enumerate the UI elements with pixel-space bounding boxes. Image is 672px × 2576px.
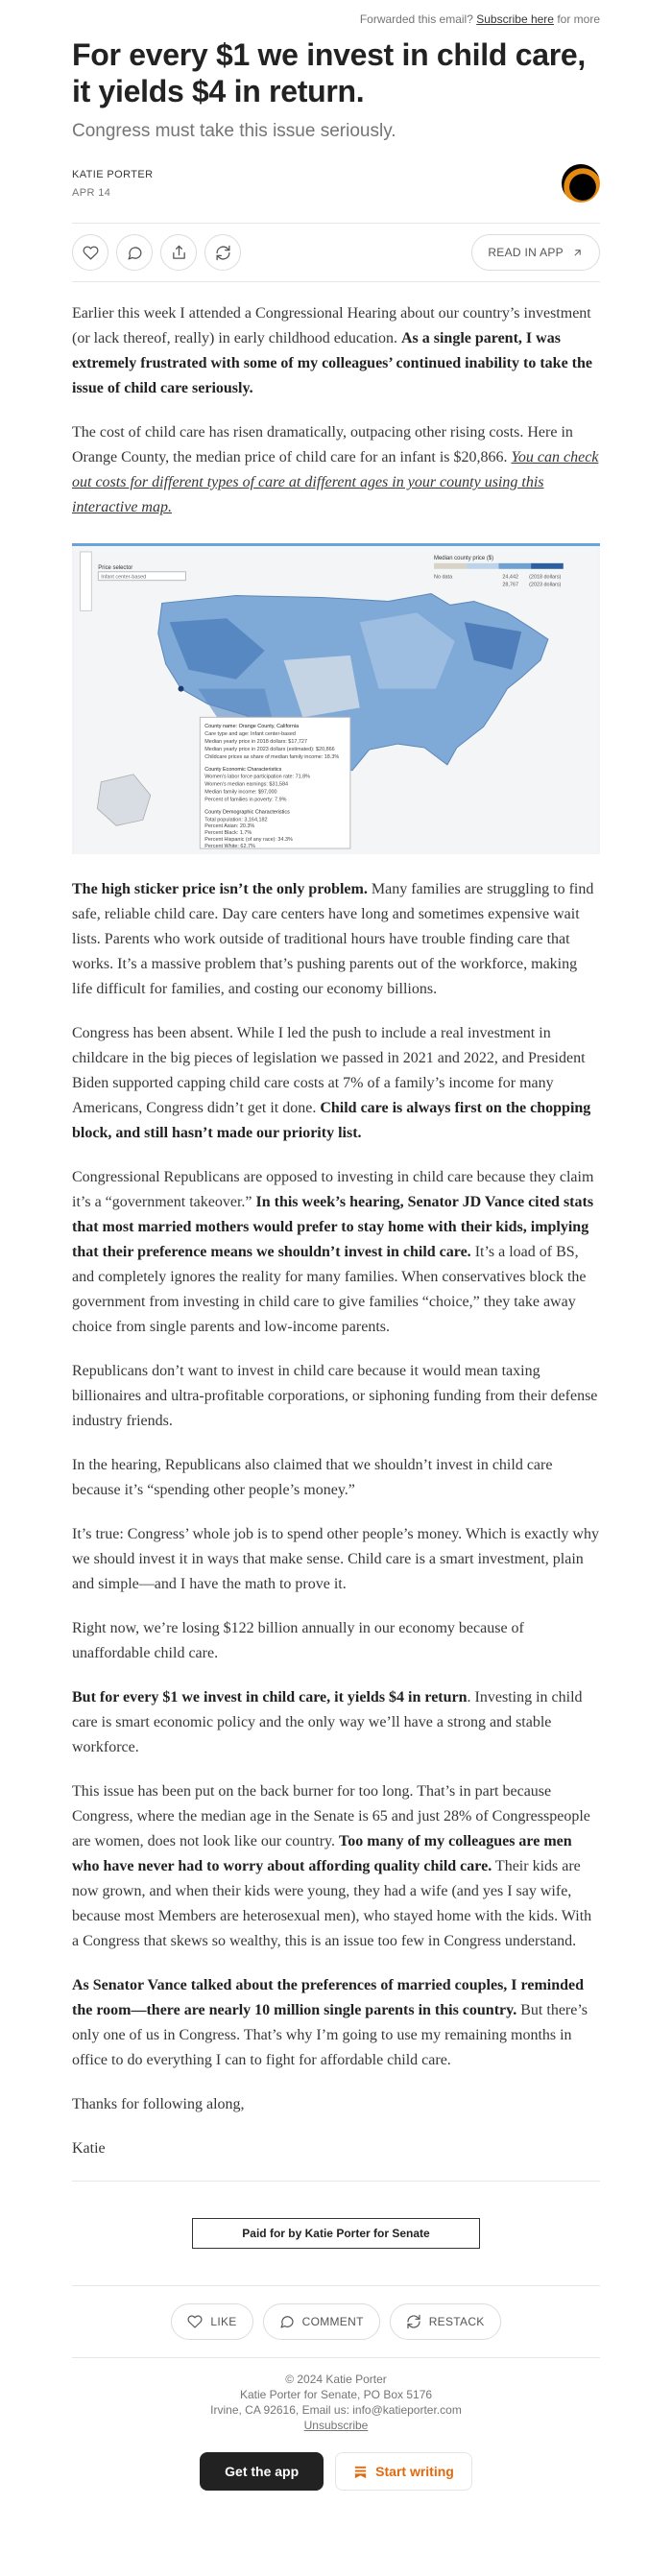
restack-button[interactable] xyxy=(204,234,241,271)
copyright: © 2024 Katie Porter xyxy=(285,2373,387,2386)
paragraph-14: Katie xyxy=(72,2140,106,2157)
start-writing-label: Start writing xyxy=(375,2464,454,2479)
p11-bold: Too many of my colleagues are men who have never had to worry about affording quality child care. xyxy=(72,1833,572,1874)
paid-by-disclaimer: Paid for by Katie Porter for Senate xyxy=(192,2218,480,2249)
p2-text: The cost of child care has risen dramatically, outpacing other rising costs. Here in Orange County, the median price of child care for an infant is $20,866. xyxy=(72,424,573,465)
price-selector-label: Price selector xyxy=(98,564,133,571)
post-date: APR 14 xyxy=(72,186,111,199)
tooltip-econ-heading: County Economic Characteristics xyxy=(204,766,282,773)
interactive-map-link[interactable]: You can check out costs for different types of care at different ages in your county using this interactive map. xyxy=(72,449,599,515)
comment-icon xyxy=(127,245,143,261)
get-the-app-button[interactable]: Get the app xyxy=(200,2452,324,2491)
orange-county-marker[interactable] xyxy=(179,686,184,692)
paragraph-9: Right now, we’re losing $122 billion annually in our economy because of unaffordable child care. xyxy=(72,1620,524,1661)
p1-text: Earlier this week I attended a Congressional Hearing about our country’s investment (or lack thereof, really) in early childhood education. xyxy=(72,305,591,346)
heart-icon xyxy=(187,2314,203,2329)
tooltip-care-type: Care type and age: Infant center-based xyxy=(204,731,296,738)
like-button[interactable] xyxy=(72,234,108,271)
substack-logo-icon xyxy=(353,2465,368,2479)
paragraph-10 xyxy=(72,1685,600,1760)
footer-comment-button[interactable] xyxy=(263,2303,380,2340)
post-body xyxy=(72,301,600,2161)
footer-actions xyxy=(72,2303,600,2340)
comment-button[interactable] xyxy=(116,234,153,271)
tooltip-demo-5: Percent White: 62.7% xyxy=(204,844,255,850)
legend-title: Median county price ($) xyxy=(434,555,494,561)
p3-bold: The high sticker price isn’t the only problem. xyxy=(72,881,368,897)
divider xyxy=(72,2285,600,2286)
email-container xyxy=(72,0,600,2491)
p5-text: Congressional Republicans are opposed to investing in child care because they claim it’s a “government takeover.” xyxy=(72,1169,594,1210)
tooltip-median-2018: Median yearly price in 2018 dollars: $17,727 xyxy=(204,739,307,746)
heart-icon xyxy=(83,245,99,261)
legend-no-data: No data xyxy=(434,574,453,581)
p4-bold: Child care is always first on the chopping block, and still hasn’t made our priority list. xyxy=(72,1100,591,1141)
forward-note xyxy=(72,0,600,36)
paragraph-3 xyxy=(72,877,600,1002)
address-line-2: Irvine, CA 92616, Email us: info@katieporter.com xyxy=(210,2403,462,2417)
unsubscribe-link[interactable]: Unsubscribe xyxy=(303,2419,369,2432)
p5-text2: It’s a load of BS, and completely ignores the reality for many families. When conservatives block the government from investing in child care to give families “choice,” they take away choice from single parents and low-income parents. xyxy=(72,1244,587,1335)
divider xyxy=(72,2357,600,2358)
start-writing-button[interactable] xyxy=(335,2452,472,2491)
p4-text: Congress has been absent. While I led the push to include a real investment in childcare in the big pieces of legislation we passed in 2021 and 2022, and President Biden supported capping child care costs at 7% of a family’s income for many Americans, Congress didn’t get it done. xyxy=(72,1025,586,1116)
p1-bold: As a single parent, I was extremely frustrated with some of my colleagues’ continued inability to take the issue of child care seriously. xyxy=(72,330,592,396)
subscribe-link[interactable]: Subscribe here xyxy=(476,12,554,26)
paragraph-1 xyxy=(72,301,600,401)
paragraph-4 xyxy=(72,1021,600,1146)
paragraph-6: Republicans don’t want to invest in child care because it would mean taxing billionaires and ultra-profitable corporations, or siphoning funding from their defense industry friends. xyxy=(72,1363,598,1429)
county-tooltip xyxy=(200,717,350,849)
share-button[interactable] xyxy=(160,234,197,271)
p10-text: . Investing in child care is smart economic policy and the only way we’ll have a strong and stable workforce. xyxy=(72,1689,583,1755)
tooltip-county: County name: Orange County, California xyxy=(204,724,300,730)
paragraph-7: In the hearing, Republicans also claimed that we shouldn’t invest in child care because it’s “spending other people’s money.” xyxy=(72,1457,553,1498)
map-toolbar[interactable] xyxy=(80,552,91,610)
paragraph-2 xyxy=(72,420,600,520)
arrow-up-right-icon xyxy=(571,247,584,259)
p12-text: But there’s only one of us in Congress. That’s why I’m going to use my remaining months in office to do everything I can to fight for affordable child care. xyxy=(72,2002,588,2068)
tooltip-median-2023: Median yearly price in 2023 dollars (estimated): $20,866 xyxy=(204,747,335,753)
forward-note-suffix: for more xyxy=(557,12,600,26)
paragraph-8: It’s true: Congress’ whole job is to spend other people’s money. Which is exactly why we should invest it in ways that make sense. Child care is a smart investment, plain and simple—and I have the math to prove it. xyxy=(72,1526,599,1592)
read-in-app-button[interactable] xyxy=(471,234,600,271)
address-line-1: Katie Porter for Senate, PO Box 5176 xyxy=(239,2388,433,2401)
p5-bold: In this week’s hearing, Senator JD Vance cited stats that most married mothers would prefer to stay home with their kids, implying that their preference means we shouldn’t invest in child care. xyxy=(72,1194,594,1260)
p3-text: Many families are struggling to find safe, reliable child care. Day care centers have long and sometimes expensive wait lists. Parents who work outside of traditional hours have trouble finding care that works. It’s a massive problem that’s pushing parents out of the workforce, making life difficult for families, and costing our economy billions. xyxy=(72,881,594,997)
paragraph-11 xyxy=(72,1779,600,1954)
forward-note-text: Forwarded this email? xyxy=(359,12,473,26)
legend-value-2-note: (2023 dollars) xyxy=(529,582,562,588)
price-selector-value: Infant center-based xyxy=(101,574,147,581)
paragraph-12 xyxy=(72,1973,600,2073)
tooltip-econ-4: Percent of families in poverty: 7.9% xyxy=(204,797,287,803)
tooltip-share: Childcare prices as share of median family income: 18.3% xyxy=(204,753,340,760)
tooltip-demo-4: Percent Hispanic (of any race): 34.3% xyxy=(204,837,293,844)
footer-legal xyxy=(72,2372,600,2433)
legend-value-1-note: (2018 dollars) xyxy=(529,574,562,581)
post-title[interactable]: For every $1 we invest in child care, it yields $4 in return. xyxy=(72,37,586,108)
author-name[interactable]: KATIE PORTER xyxy=(72,168,154,180)
footer-cta xyxy=(72,2452,600,2491)
restack-label: RESTACK xyxy=(428,2315,485,2328)
restack-icon xyxy=(406,2314,421,2329)
post-action-bar xyxy=(72,223,600,282)
byline xyxy=(72,161,600,205)
divider xyxy=(72,2181,600,2182)
tooltip-econ-1: Women's labor force participation rate: 71.8% xyxy=(204,774,311,780)
publication-logo[interactable] xyxy=(562,164,600,203)
map-figure xyxy=(72,546,600,854)
tooltip-demo-3: Percent Black: 1.7% xyxy=(204,830,252,837)
read-in-app-label: READ IN APP xyxy=(488,246,564,259)
child-care-price-map[interactable] xyxy=(72,543,600,854)
tooltip-demo-2: Percent Asian: 20.3% xyxy=(204,823,255,830)
p12-bold: As Senator Vance talked about the preferences of married couples, I reminded the room—there are nearly 10 million single parents in this country. xyxy=(72,1977,585,2018)
p11-text2: Their kids are now grown, and when their kids were young, they had a wife (and yes I say wife, because most Members are heterosexual men), who stayed home with the kids. With a Congress that skews so wealthy, this is an issue too few in Congress understand. xyxy=(72,1858,592,1949)
comment-label: COMMENT xyxy=(301,2315,364,2328)
tooltip-econ-3: Median family income: $97,000 xyxy=(204,789,277,796)
legend-value-2: 28,767 xyxy=(502,582,519,588)
legend-value-1: 24,442 xyxy=(502,574,519,581)
tooltip-demo-1: Total population: 3,164,182 xyxy=(204,817,268,823)
footer-restack-button[interactable] xyxy=(390,2303,501,2340)
paragraph-13: Thanks for following along, xyxy=(72,2096,245,2112)
paragraph-5 xyxy=(72,1165,600,1340)
comment-icon xyxy=(279,2314,295,2329)
like-label: LIKE xyxy=(210,2315,237,2328)
p10-bold: But for every $1 we invest in child care, it yields $4 in return xyxy=(72,1689,468,1705)
post-subtitle: Congress must take this issue seriously. xyxy=(72,121,396,141)
tooltip-demo-heading: County Demographic Characteristics xyxy=(204,809,290,816)
share-icon xyxy=(171,245,187,261)
footer-like-button[interactable] xyxy=(171,2303,252,2340)
p11-text: This issue has been put on the back burner for too long. That’s in part because Congress, where the median age in the Senate is 65 and just 28% of Congresspeople are women, does not look like our country. xyxy=(72,1783,590,1849)
restack-icon xyxy=(215,245,231,261)
tooltip-econ-2: Women's median earnings: $31,584 xyxy=(204,781,289,788)
